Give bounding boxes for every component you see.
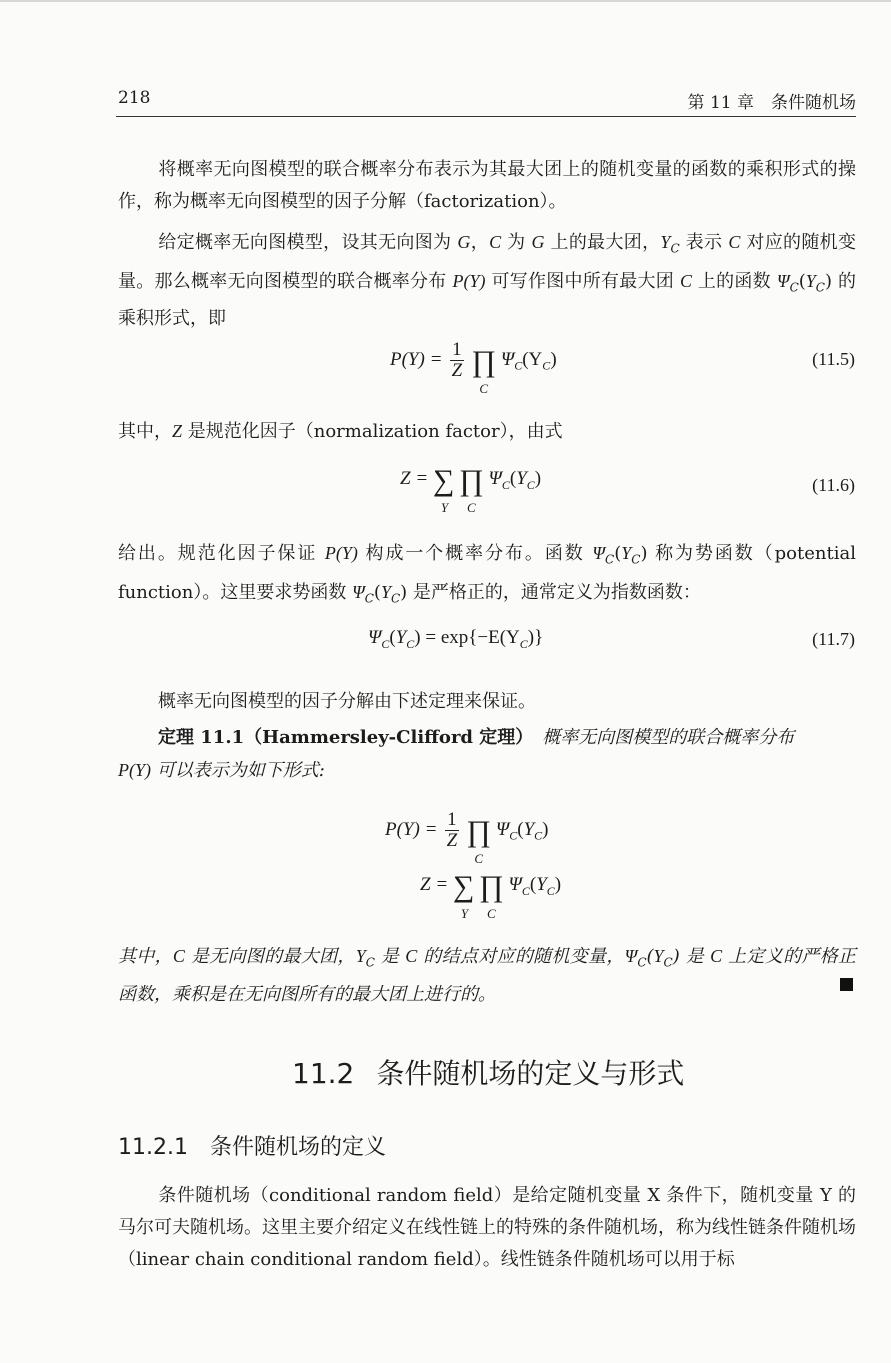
eq-arg: (Y	[522, 348, 543, 370]
subsection-number: 11.2.1	[118, 1135, 188, 1160]
p2-text: 给定概率无向图模型，设其无向图为	[158, 232, 458, 253]
sub-c: C	[670, 241, 680, 256]
product-index: C	[479, 380, 489, 396]
sym-c: C	[710, 946, 723, 966]
p6-text: 上定义的严格正函数，乘积是在无向图所有的最大团上进行的。	[118, 946, 856, 1005]
eq-lhs: Z =	[400, 468, 429, 489]
sum-index: Y	[460, 906, 469, 921]
theorem-equation-1: P(Y) = $\frac{1}{Z}$ ∏ C $\Psi_C(Y_C)$	[385, 809, 549, 866]
equation-11-5: P(Y) = $\frac{1}{Z}$ ∏ C $\Psi_C(Y_C)$	[390, 339, 557, 396]
eq-exp: = exp{−E(Y	[425, 627, 520, 648]
product-operator: ∏ C	[471, 344, 497, 396]
sym-py: P(Y)	[324, 543, 358, 563]
sub-c: C	[546, 883, 555, 898]
fraction	[450, 340, 464, 381]
eq-lhs: P(Y) =	[390, 348, 443, 370]
sym-y: Y	[523, 818, 535, 840]
section-title: 条件随机场的定义与形式	[376, 1057, 685, 1090]
p2-text: 上的函数	[691, 270, 777, 292]
page-number: 218	[118, 88, 151, 108]
equation-number: (11.5)	[812, 349, 855, 369]
eq-psi: Ψ	[500, 348, 515, 370]
qed-square-icon	[840, 978, 853, 991]
sym-y: Y	[536, 874, 547, 895]
theorem-body: 可以表示为如下形式:	[151, 760, 325, 781]
equation-number: (11.7)	[812, 629, 855, 649]
product-index: C	[487, 906, 496, 921]
p2-text: 表示	[679, 232, 729, 253]
p2-text: 为	[501, 232, 532, 253]
p2-text: 上的最大团，	[544, 232, 661, 253]
chapter-title: 第 11 章 条件随机场	[687, 93, 856, 113]
theorem-title: 定理 11.1（Hammersley-Clifford 定理）	[158, 727, 525, 748]
section-number: 11.2	[292, 1057, 355, 1090]
sub-c: C	[789, 280, 799, 295]
sym-y: Y	[380, 581, 391, 602]
sym-z: Z	[172, 421, 183, 441]
sub-c: C	[631, 552, 641, 567]
theorem-body: 概率无向图模型的联合概率分布	[542, 727, 795, 748]
sum-index: Y	[440, 500, 449, 515]
sub-c: C	[514, 358, 523, 373]
sym-psi: Ψ	[776, 270, 790, 291]
sym-psi: Ψ	[592, 543, 606, 563]
product-index: C	[474, 850, 484, 866]
sum-operator: ∑ Y	[432, 464, 455, 515]
sym-py: P(Y)	[118, 760, 151, 780]
sym-y: Y	[653, 946, 664, 966]
product-operator: ∏ C	[459, 464, 484, 515]
sym-y: Y	[395, 627, 407, 648]
sub-c: C	[364, 591, 374, 606]
sub-c: C	[815, 280, 825, 295]
section-heading	[292, 1052, 684, 1092]
p4-text: 是严格正的，通常定义为指数函数：	[407, 581, 701, 603]
sym-c: C	[172, 946, 185, 966]
sym-y: Y	[621, 543, 632, 563]
p7-text: 条件随机场（conditional random field）是给定随机变量 X 条件下，随机变量 Y 的马尔可夫随机场。这里主要介绍定义在线性链上的特殊的条件随机场，称为线性链条件随机场（linear chain conditional random field）。线性链条件随机场可以用于标	[118, 1185, 856, 1270]
sub-c: C	[509, 828, 518, 843]
p4-text: 称为势函数（potential function）。这里要求势函数	[118, 543, 856, 603]
sub-c: C	[521, 883, 530, 898]
p3-text: 是规范化因子（normalization factor），由式	[182, 421, 563, 442]
sub-c: C	[365, 955, 375, 970]
p5-text: 概率无向图模型的因子分解由下述定理来保证。	[158, 691, 536, 712]
denominator: Z	[451, 360, 463, 381]
subsection-title: 条件随机场的定义	[209, 1135, 386, 1160]
denominator: Z	[446, 830, 458, 851]
theorem-11-1	[118, 722, 856, 787]
sym-g: G	[531, 232, 545, 252]
eq-psi: Ψ	[508, 874, 522, 895]
paragraph-factorization	[118, 154, 856, 218]
sub-c: C	[406, 636, 415, 651]
sub-c: C	[501, 477, 510, 492]
theorem-equation-2: Z = ∑ Y ∏ C $\Psi_C(Y_C)$	[420, 870, 562, 921]
equation-11-7: $\Psi_C(Y_C) = \exp\{-E(Y_C)\}$	[368, 627, 544, 651]
p2-text: 可写作图中所有最大团	[485, 270, 680, 292]
numerator: 1	[447, 809, 457, 830]
sym-y: Y	[660, 232, 671, 252]
product-operator: ∏ C	[466, 814, 492, 866]
sym-psi: Ψ	[624, 946, 638, 966]
sym-c: C	[405, 946, 418, 966]
sym-c: C	[679, 270, 692, 291]
numerator: 1	[452, 339, 462, 360]
sub-c: C	[605, 552, 615, 567]
subsection-heading	[118, 1130, 386, 1161]
sum-operator: ∑ Y	[452, 870, 475, 921]
paragraph-potential-function: 给出。规范化因子保证 P(Y) 构成一个概率分布。函数 $\Psi_C(Y_C)$ 称为势函数（potential function）。这里要求势函数 $\Psi_C(Y_C)$ 是严格正的，通常定义为指数函数：	[118, 543, 856, 606]
sym-y: Y	[805, 270, 816, 291]
eq-psi: Ψ	[495, 818, 510, 840]
header-rule	[116, 116, 856, 117]
p4-text: 给出。规范化因子保证	[118, 543, 325, 564]
paragraph-given-model: 给定概率无向图模型，设其无向图为 G，C 为 G 上的最大团，$Y_C$ 表示 C 对应的随机变量。那么概率无向图模型的联合概率分布 P(Y) 可写作图中所有最大团 C 上的函数 $\Psi_C(Y_C)$ 的乘积形式，即	[118, 232, 856, 330]
running-header	[118, 88, 856, 114]
p6-text: 的结点对应的随机变量，	[417, 946, 625, 967]
sym-py: P(Y)	[452, 270, 486, 291]
sym-y: Y	[516, 468, 527, 489]
paragraph-crf-definition	[118, 1180, 856, 1276]
fraction	[445, 810, 459, 851]
sub-c: C	[381, 636, 390, 651]
product-index: C	[467, 500, 476, 515]
equation-11-6: Z = ∑ Y ∏ C $\Psi_C(Y_C)$	[400, 464, 542, 515]
sub-c: C	[519, 636, 528, 651]
sym-y: Y	[355, 946, 366, 966]
p3-text: 其中，	[118, 421, 172, 442]
product-operator: ∏ C	[479, 870, 504, 921]
sub-c: C	[542, 358, 551, 373]
sub-c: C	[526, 477, 535, 492]
paragraph-where-z	[118, 415, 856, 448]
eq-close: )}	[527, 627, 544, 648]
eq-psi: Ψ	[488, 468, 502, 489]
theorem-conclusion: 其中，C 是无向图的最大团，$Y_C$ 是 C 的结点对应的随机变量，$\Psi_C(Y_C)$ 是 C 上定义的严格正函数，乘积是在无向图所有的最大团上进行的。	[118, 946, 856, 1005]
p6-text: 是	[679, 946, 711, 967]
eq-lhs: P(Y) =	[385, 818, 438, 840]
sub-c: C	[663, 955, 673, 970]
sub-c: C	[534, 828, 543, 843]
eq-lhs: Z =	[420, 874, 449, 895]
page-top-edge	[0, 0, 891, 2]
p2-text: ，	[470, 232, 490, 253]
paragraph-guarantee	[118, 686, 856, 718]
equation-number: (11.6)	[812, 475, 855, 495]
p6-text: 是无向图的最大团，	[184, 946, 356, 967]
p1-text: 将概率无向图模型的联合概率分布表示为其最大团上的随机变量的函数的乘积形式的操作，称为概率无向图模型的因子分解（factorization）。	[118, 159, 856, 212]
p4-text: 构成一个概率分布。函数	[357, 543, 593, 564]
p6-text: 是	[374, 946, 406, 967]
sub-c: C	[390, 591, 401, 606]
sym-c: C	[489, 232, 502, 252]
p2-text: 的乘积形式，即	[118, 270, 856, 330]
sym-g: G	[457, 232, 471, 252]
p6-text: 其中，	[118, 946, 173, 967]
sym-c: C	[728, 232, 741, 252]
p2-text: 对应的随机变量。那么概率无向图模型的联合概率分布	[118, 232, 856, 292]
sym-psi: Ψ	[352, 581, 365, 602]
sub-c: C	[637, 955, 647, 970]
eq-psi: Ψ	[368, 627, 382, 648]
